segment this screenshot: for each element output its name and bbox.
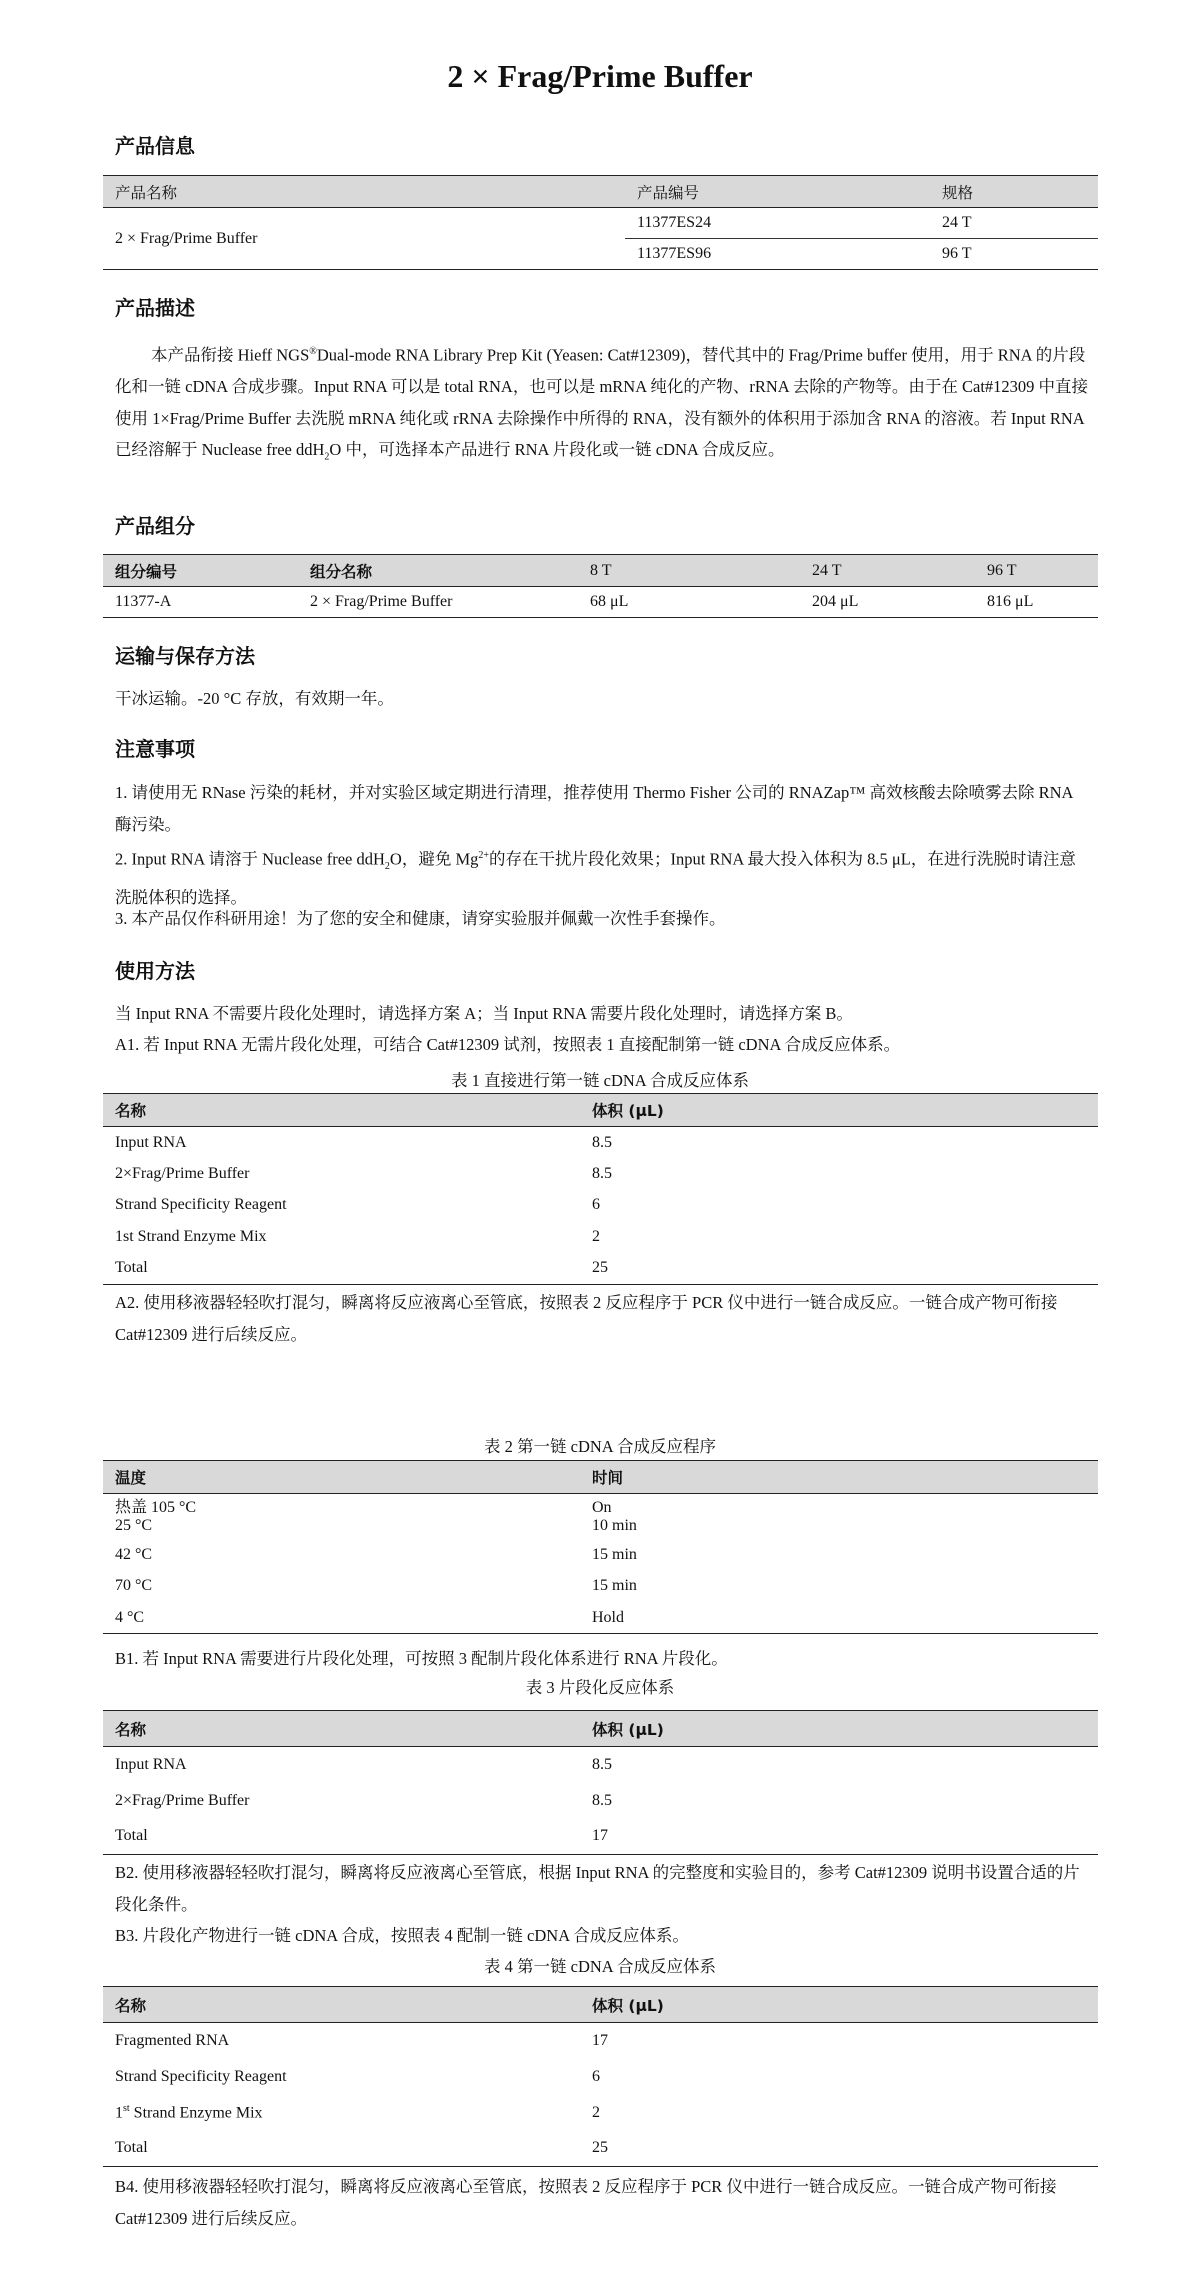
section-heading-storage: 运输与保存方法	[115, 644, 255, 668]
usage-step-b3: B3. 片段化产物进行一链 cDNA 合成，按照表 4 配制一链 cDNA 合成反应体系。	[115, 1926, 689, 1945]
volume-cell: 6	[592, 1196, 600, 1214]
reagent-name-cell	[103, 2095, 580, 2131]
table-row	[103, 1602, 1098, 1634]
storage-text: 干冰运输。-20 °C 存放，有效期一年。	[115, 689, 394, 708]
reagent-text: Strand Enzyme Mix	[129, 2104, 263, 2122]
subscript: 2	[384, 860, 390, 872]
table-header-cell: 规格	[930, 176, 1098, 208]
time-cell: On	[592, 1499, 612, 1516]
volume-cell: 6	[592, 2067, 600, 2085]
volume-cell: 2	[592, 1227, 600, 1245]
temperature-cell: 70 °C	[115, 1577, 153, 1595]
time-cell: 10 min	[592, 1517, 637, 1534]
table-header-row	[103, 1711, 1098, 1747]
components-table	[103, 554, 1098, 618]
table-row	[103, 208, 1098, 239]
product-spec-cell: 24 T	[930, 208, 1098, 239]
registered-mark: ®	[309, 346, 317, 357]
table-row	[103, 1539, 1098, 1571]
temperature-cell: 25 °C	[115, 1517, 153, 1534]
table-header-cell: 产品编号	[625, 176, 930, 208]
product-spec-cell: 96 T	[930, 239, 1098, 270]
volume-cell: 8.5	[592, 1133, 612, 1151]
time-cell: 15 min	[592, 1545, 637, 1563]
table3-caption: 表 3 片段化反应体系	[525, 1678, 675, 1697]
superscript: 2+	[478, 850, 490, 861]
table-row	[103, 1221, 1098, 1253]
desc-text: 本产品衔接 Hieff NGS	[151, 345, 310, 365]
volume-cell: 17	[580, 1819, 1098, 1855]
table-row	[103, 2095, 1098, 2131]
table-row	[103, 1494, 1098, 1518]
volume-cell: 8.5	[592, 1755, 612, 1773]
table-header-cell: 96 T	[975, 555, 1098, 587]
note-item-1: 1. 请使用无 RNase 污染的耗材，并对实验区域定期进行清理，推荐使用 Thermo Fisher 公司的 RNAZap™ 高效核酸去除喷雾去除 RNA 酶污染。	[115, 783, 1073, 834]
table-header-cell: 体积 (μL)	[580, 1094, 1098, 1127]
table-row	[103, 1571, 1098, 1603]
subscript: 2	[324, 451, 330, 463]
table-header-row	[103, 1461, 1098, 1494]
table-header-cell: 名称	[103, 1094, 580, 1127]
usage-step-b2: B2. 使用移液器轻轻吹打混匀，瞬离将反应液离心至管底，根据 Input RNA 的完整度和实验目的，参考 Cat#12309 说明书设置合适的片段化条件。	[115, 1863, 1080, 1914]
volume-cell: 25	[580, 2131, 1098, 2167]
table-row	[103, 1127, 1098, 1159]
section-heading-components: 产品组分	[115, 514, 195, 538]
table2	[103, 1460, 1098, 1634]
usage-step-a1: A1. 若 Input RNA 无需片段化处理，可结合 Cat#12309 试剂，按照表 1 直接配制第一链 cDNA 合成反应体系。	[115, 1035, 901, 1054]
component-volume-cell: 204 μL	[800, 587, 975, 618]
component-name-cell: 2 × Frag/Prime Buffer	[298, 587, 578, 618]
reagent-name-cell: Strand Specificity Reagent	[115, 1196, 287, 1214]
table-header-cell: 名称	[103, 1987, 580, 2023]
table1-caption: 表 1 直接进行第一链 cDNA 合成反应体系	[451, 1071, 749, 1090]
table-row	[103, 1253, 1098, 1285]
note-text: 2. Input RNA 请溶于 Nuclease free ddH	[115, 849, 385, 869]
table-header-cell: 产品名称	[103, 176, 625, 208]
temperature-cell: 热盖 105 °C	[115, 1499, 197, 1516]
product-code-cell: 11377ES96	[625, 239, 930, 270]
note-item-3: 3. 本产品仅作科研用途！为了您的安全和健康，请穿实验服并佩戴一次性手套操作。	[115, 909, 726, 928]
note-text: O，避免 Mg	[389, 849, 479, 869]
table-row	[103, 587, 1098, 618]
table1	[103, 1093, 1098, 1285]
table-header-cell: 体积 (μL)	[580, 1987, 1098, 2023]
product-name-cell: 2 × Frag/Prime Buffer	[103, 208, 625, 270]
usage-step-b4: B4. 使用移液器轻轻吹打混匀，瞬离将反应液离心至管底，按照表 2 反应程序于 PCR 仪中进行一链合成反应。一链合成产物可衔接 Cat#12309 进行后续反应。	[115, 2177, 1057, 2228]
desc-text: Dual-mode RNA Library Prep Kit (Yeasen: Cat#12309)，替代其中的 Frag/Prime buffer 使用，用于 RNA 的片段化和一链 cDNA 合成步骤。Input RNA 可以是 total RNA，也可以是 mRNA 纯化的产物、rRNA 去除的产物等。由于在 Cat#12309 中直接使用 1×Frag/Prime Buffer 去洗脱 mRNA 纯化或 rRNA 去除操作中所得的 RNA，没有额外的体积用于添加含 RNA 的溶液。若 Input RNA 已经溶解于 Nuclease free ddH	[115, 345, 1089, 459]
table-row	[103, 1158, 1098, 1190]
reagent-name-cell: Total	[103, 1819, 580, 1855]
volume-cell: 8.5	[592, 1791, 612, 1809]
usage-step-b1: B1. 若 Input RNA 需要进行片段化处理，可按照 3 配制片段化体系进行 RNA 片段化。	[115, 1649, 728, 1668]
volume-cell: 25	[580, 1253, 1098, 1285]
time-cell: 15 min	[592, 1577, 637, 1595]
document-title: 2 × Frag/Prime Buffer	[447, 58, 753, 94]
table-header-row	[103, 555, 1098, 587]
reagent-name-cell: Total	[103, 1253, 580, 1285]
reagent-name-cell: 1st Strand Enzyme Mix	[115, 1227, 267, 1245]
volume-cell: 2	[592, 2103, 600, 2121]
table-header-cell: 温度	[103, 1461, 580, 1494]
section-heading-usage: 使用方法	[115, 959, 195, 983]
table4	[103, 1986, 1098, 2167]
table-row	[103, 1517, 1098, 1539]
table-header-cell: 时间	[580, 1461, 1098, 1494]
table-header-cell: 24 T	[800, 555, 975, 587]
table-header-cell: 8 T	[578, 555, 800, 587]
reagent-name-cell: 2×Frag/Prime Buffer	[115, 1164, 250, 1182]
table-row	[103, 1747, 1098, 1783]
usage-intro: 当 Input RNA 不需要片段化处理时，请选择方案 A；当 Input RNA 需要片段化处理时，请选择方案 B。	[115, 1004, 853, 1023]
component-code-cell: 11377-A	[103, 587, 298, 618]
table-header-cell: 体积 (μL)	[580, 1711, 1098, 1747]
table-header-cell: 名称	[103, 1711, 580, 1747]
component-volume-cell: 816 μL	[975, 587, 1098, 618]
section-heading-info: 产品信息	[115, 134, 195, 158]
usage-step-a2: A2. 使用移液器轻轻吹打混匀，瞬离将反应液离心至管底，按照表 2 反应程序于 PCR 仪中进行一链合成反应。一链合成产物可衔接 Cat#12309 进行后续反应。	[115, 1293, 1058, 1344]
section-heading-description: 产品描述	[115, 296, 195, 320]
reagent-name-cell: Strand Specificity Reagent	[115, 2067, 287, 2085]
reagent-name-cell: Total	[103, 2131, 580, 2167]
reagent-name-cell: Fragmented RNA	[115, 2031, 230, 2049]
component-volume-cell: 68 μL	[578, 587, 800, 618]
reagent-name-cell: Input RNA	[115, 1755, 187, 1773]
table-header-row	[103, 176, 1098, 208]
table-row	[103, 2059, 1098, 2095]
section-heading-notes: 注意事项	[115, 737, 195, 761]
table-header-cell: 组分编号	[103, 555, 298, 587]
note-text: 的存在干扰片段化效果；Input RNA 最大投入体积为 8.5 μL，在进行洗脱时请注意洗脱体积的选择。	[115, 849, 1076, 908]
table4-caption: 表 4 第一链 cDNA 合成反应体系	[484, 1957, 716, 1976]
table-row	[103, 1783, 1098, 1819]
reagent-name-cell: Input RNA	[115, 1133, 187, 1151]
volume-cell: 17	[592, 2031, 608, 2049]
superscript: st	[123, 2102, 130, 2114]
table-row	[103, 2023, 1098, 2059]
temperature-cell: 4 °C	[103, 1602, 580, 1634]
product-info-table	[103, 175, 1098, 270]
reagent-name-cell: 2×Frag/Prime Buffer	[115, 1791, 250, 1809]
time-cell: Hold	[580, 1602, 1098, 1634]
table-row	[103, 1819, 1098, 1855]
product-code-cell: 11377ES24	[625, 208, 930, 239]
table-header-row	[103, 1987, 1098, 2023]
table-row	[103, 2131, 1098, 2167]
table-header-row	[103, 1094, 1098, 1127]
temperature-cell: 42 °C	[115, 1545, 153, 1563]
reagent-text: 1	[115, 2104, 123, 2122]
table-header-cell: 组分名称	[298, 555, 578, 587]
table2-caption: 表 2 第一链 cDNA 合成反应程序	[484, 1437, 716, 1456]
desc-text: O 中，可选择本产品进行 RNA 片段化或一链 cDNA 合成反应。	[329, 440, 785, 459]
description-paragraph	[115, 336, 1090, 473]
table3	[103, 1710, 1098, 1855]
volume-cell: 8.5	[592, 1164, 612, 1182]
table-row	[103, 1190, 1098, 1222]
